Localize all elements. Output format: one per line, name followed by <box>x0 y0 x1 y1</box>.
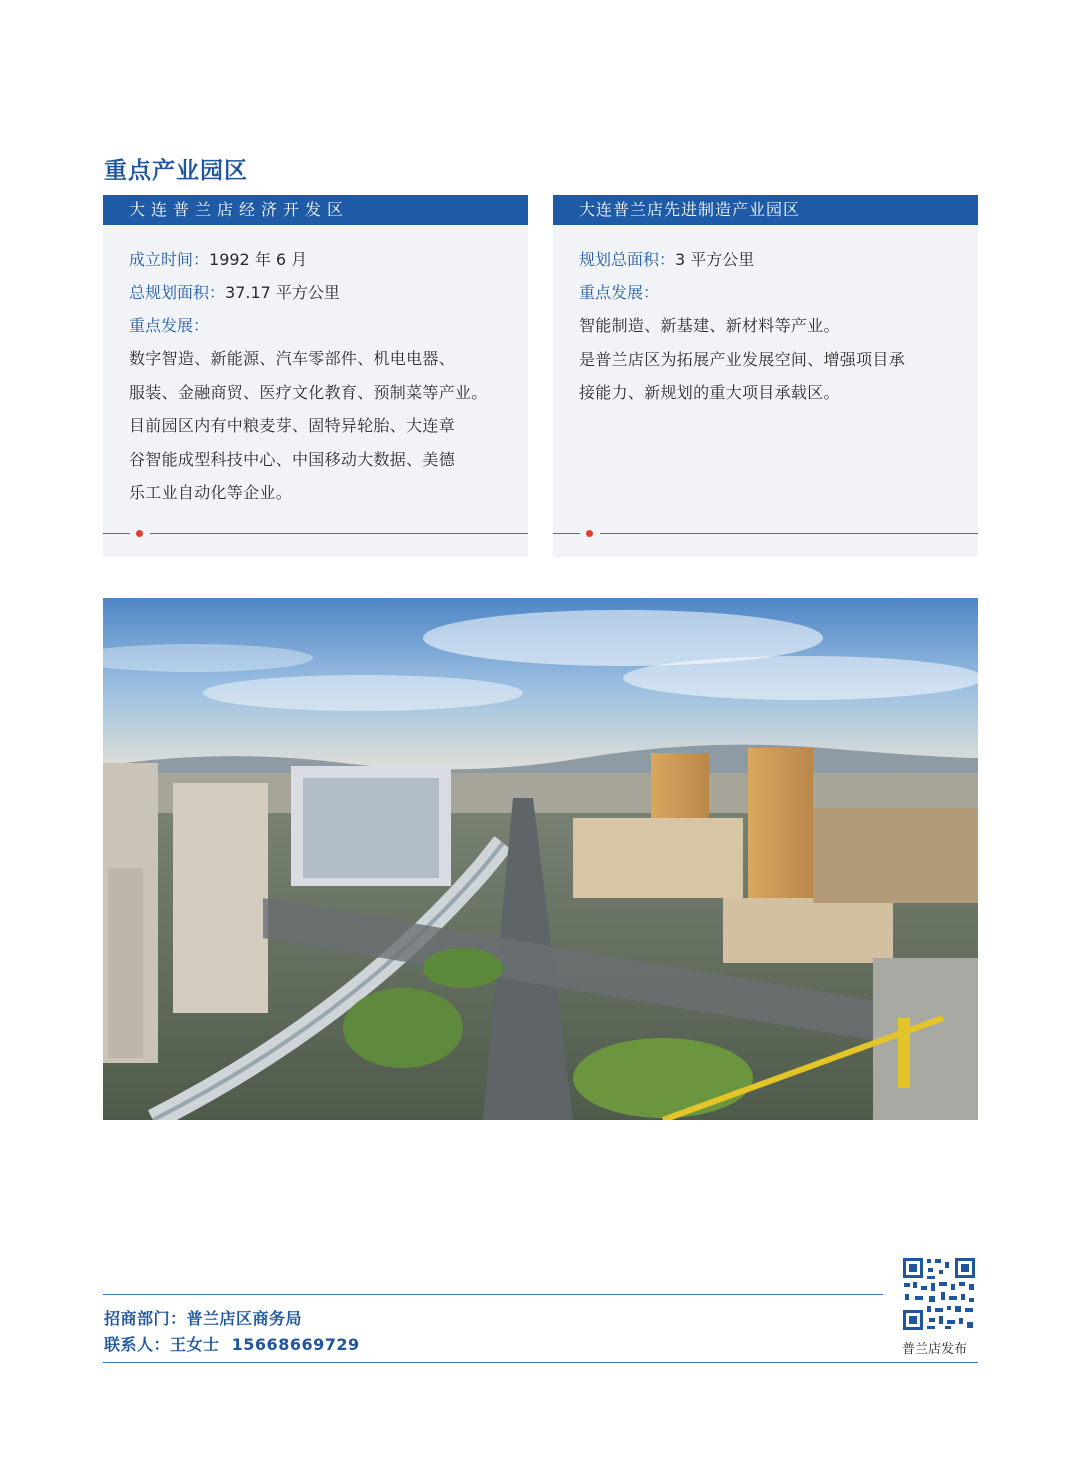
contact-label: 联系人： <box>104 1335 171 1354</box>
info-label: 成立时间： <box>129 250 210 269</box>
qr-code-icon <box>901 1256 977 1332</box>
dept-value: 普兰店区商务局 <box>186 1309 303 1328</box>
info-row-area <box>579 243 954 276</box>
info-value: 1992 年 6 月 <box>209 250 308 269</box>
text-line: 目前园区内有中粮麦芽、固特异轮胎、大连章 <box>129 416 456 435</box>
info-label: 总规划面积： <box>129 283 226 302</box>
text-line: 接能力、新规划的重大项目承载区。 <box>579 383 840 402</box>
text-line: 是普兰店区为拓展产业发展空间、增强项目承 <box>579 349 906 369</box>
focus-description <box>579 309 954 410</box>
card-body <box>103 225 528 510</box>
contact-value: 王女士 15668669729 <box>170 1335 360 1354</box>
aerial-city-photo <box>103 598 978 1120</box>
text-line: 谷智能成型科技中心、中国移动大数据、美德 <box>129 449 456 469</box>
card-header: 大连普兰店先进制造产业园区 <box>553 195 978 225</box>
red-dot-icon <box>136 530 143 537</box>
info-value: 3 平方公里 <box>675 250 755 269</box>
red-dot-icon <box>586 530 593 537</box>
info-value: 37.17 平方公里 <box>225 283 340 302</box>
info-label: 重点发展： <box>579 283 660 302</box>
dept-label: 招商部门： <box>104 1309 187 1328</box>
card-divider <box>103 533 528 534</box>
park-card-development-zone <box>103 195 528 557</box>
info-row-focus <box>129 309 504 342</box>
footer-divider-bottom <box>103 1362 978 1363</box>
section-title: 重点产业园区 <box>104 158 248 184</box>
text-line: 智能制造、新基建、新材料等产业。 <box>579 316 840 335</box>
info-row-established <box>129 243 504 276</box>
footer-divider-top <box>103 1294 883 1295</box>
focus-description <box>129 342 504 510</box>
text-line: 数字智造、新能源、汽车零部件、机电电器、 <box>129 349 456 368</box>
info-label: 规划总面积： <box>579 250 676 269</box>
qr-caption: 普兰店发布 <box>902 1342 968 1357</box>
info-row-area <box>129 276 504 309</box>
info-row-focus <box>579 276 954 309</box>
card-body <box>553 225 978 410</box>
contact-department <box>104 1306 302 1329</box>
info-label: 重点发展： <box>129 316 210 335</box>
text-line: 乐工业自动化等企业。 <box>129 483 293 502</box>
park-card-advanced-manufacturing <box>553 195 978 557</box>
card-header: 大连普兰店经济开发区 <box>103 195 528 225</box>
contact-person <box>104 1332 360 1355</box>
text-line: 服装、金融商贸、医疗文化教育、预制菜等产业。 <box>129 382 488 402</box>
card-divider <box>553 533 978 534</box>
